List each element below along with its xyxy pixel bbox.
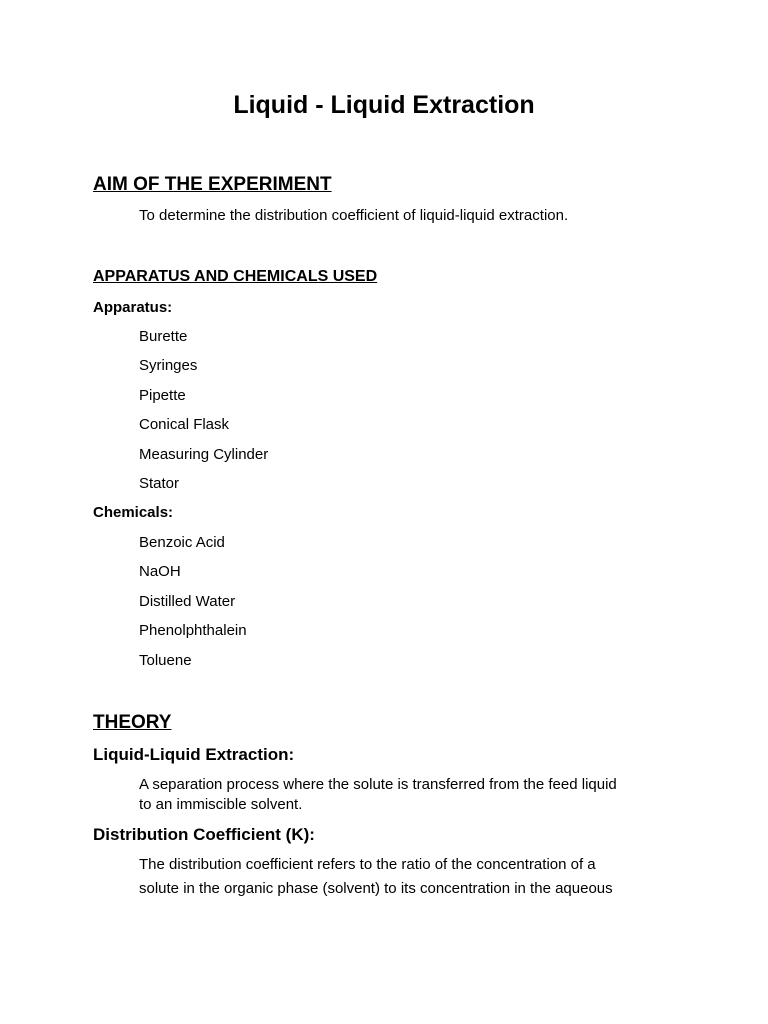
apparatus-item: Conical Flask xyxy=(139,416,230,433)
chemicals-label: Chemicals: xyxy=(93,504,174,521)
dc-definition-line2: solute in the organic phase (solvent) to its concentration in the aqueous xyxy=(139,880,613,897)
chemical-item: Phenolphthalein xyxy=(139,622,247,639)
distribution-coefficient-definition xyxy=(139,853,684,901)
theory-heading: THEORY xyxy=(93,712,172,733)
apparatus-item: Burette xyxy=(139,328,188,345)
lle-label: Liquid-Liquid Extraction: xyxy=(93,745,295,764)
apparatus-item: Stator xyxy=(139,475,180,492)
chemical-item: NaOH xyxy=(139,563,181,580)
lle-definition xyxy=(139,775,684,815)
chemical-item: Toluene xyxy=(139,652,192,669)
lle-definition-line2: to an immiscible solvent. xyxy=(139,796,303,813)
aim-heading: AIM OF THE EXPERIMENT xyxy=(93,174,332,195)
chemical-item: Benzoic Acid xyxy=(139,534,225,551)
page-title: Liquid - Liquid Extraction xyxy=(233,91,535,119)
dc-definition-line1: The distribution coefficient refers to the ratio of the concentration of a xyxy=(139,856,596,873)
chemical-item: Distilled Water xyxy=(139,593,236,610)
apparatus-item: Pipette xyxy=(139,387,186,404)
aim-text: To determine the distribution coefficient of liquid-liquid extraction. xyxy=(139,207,569,224)
distribution-coefficient-label: Distribution Coefficient (K): xyxy=(93,825,315,844)
apparatus-item: Measuring Cylinder xyxy=(139,446,269,463)
lle-definition-line1: A separation process where the solute is transferred from the feed liquid xyxy=(139,776,617,793)
apparatus-item: Syringes xyxy=(139,357,198,374)
apparatus-label: Apparatus: xyxy=(93,299,173,316)
apparatus-chemicals-heading: APPARATUS AND CHEMICALS USED xyxy=(93,268,378,285)
